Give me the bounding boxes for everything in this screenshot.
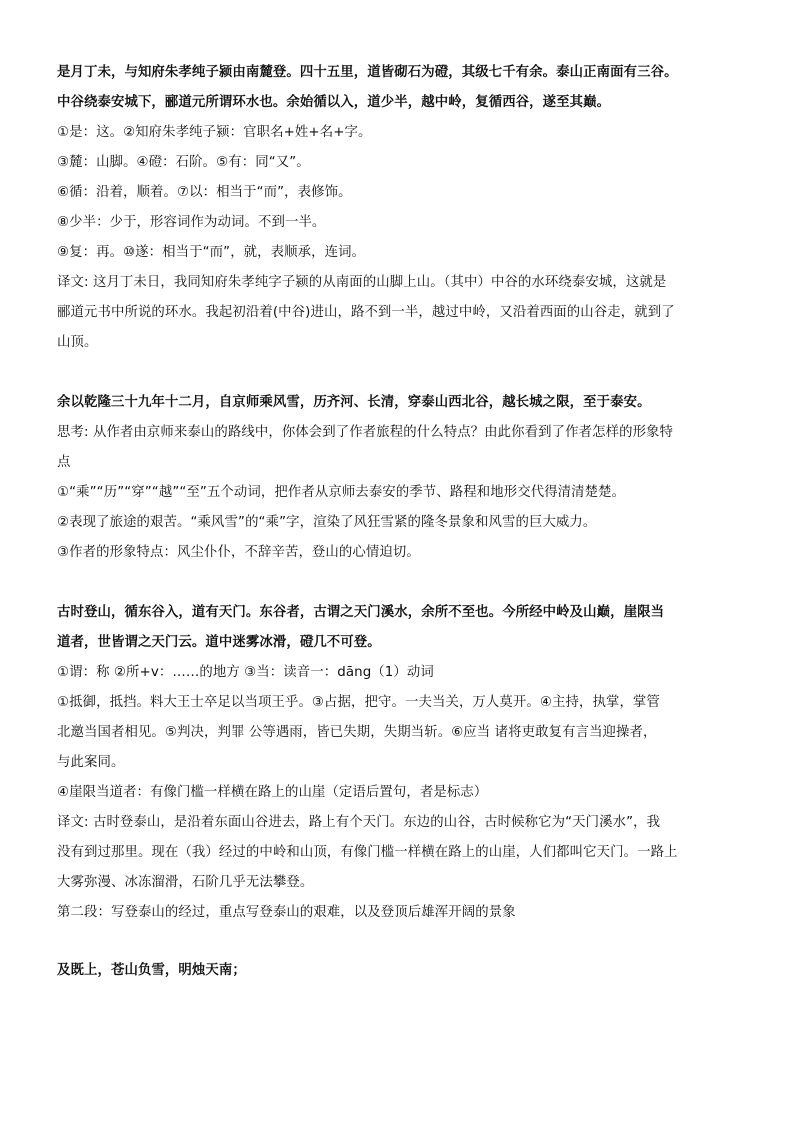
answer-line: ③作者的形象特点：风尘仆仆，不辞辛苦，登山的心情迫切。 — [57, 545, 420, 560]
paragraph-gap — [57, 568, 747, 598]
translation-line: 没有到过那里。现在（我）经过的中岭和山顶，有像门槛一样横在路上的山崖，人们都叫它天门。一路上 — [57, 845, 678, 860]
note-line: ④崖限当道者：有像门槛一样横在路上的山崖（定语后置句，者是标志） — [57, 785, 488, 800]
note-line: ①是：这。②知府朱孝纯子颍：官职名+姓+名+字。 — [57, 125, 372, 140]
section-4 — [57, 956, 747, 986]
document-page — [57, 58, 747, 986]
note-line: ⑨复：再。⑩遂：相当于“而”，就，表顺承，连词。 — [57, 245, 366, 260]
original-text-line: 及既上，苍山负雪，明烛天南； — [57, 963, 246, 978]
note-line: ①谓：称 ②所+v：……的地方 ③当：读音一：dāng（1）动词 — [57, 665, 434, 680]
question-line: 点 — [57, 455, 71, 470]
section-3 — [57, 598, 747, 928]
answer-line: ①“乘”“历”“穿”“越”“至”五个动词，把作者从京师去泰安的季节、路程和地形交代得清清楚楚。 — [57, 485, 626, 500]
note-line: ①抵御，抵挡。料大王士卒足以当项王乎。③占据，把守。一夫当关，万人莫开。④主持，执掌，掌管 — [57, 695, 660, 710]
note-line: 北邀当国者相见。⑤判决，判罪 公等遇雨，皆已失期，失期当斩。⑥应当 诸将吏敢复有言当迎操者， — [57, 725, 657, 740]
original-text-line: 是月丁未，与知府朱孝纯子颍由南麓登。四十五里，道皆砌石为磴，其级七千有余。泰山正南面有三谷。 — [57, 65, 678, 80]
answer-line: ②表现了旅途的艰苦。“乘风雪”的“乘”字，渲染了风狂雪紧的隆冬景象和风雪的巨大威力。 — [57, 515, 597, 530]
translation-line: 郦道元书中所说的环水。我起初沿着(中谷)进山，路不到一半，越过中岭，又沿着西面的山谷走，就到了 — [57, 305, 675, 320]
original-text-line: 余以乾隆三十九年十二月，自京师乘风雪，历齐河、长清，穿泰山西北谷，越长城之限，至于泰安。 — [57, 395, 651, 410]
section-1 — [57, 58, 747, 358]
original-text-line: 古时登山，循东谷入，道有天门。东谷者，古谓之天门溪水，余所不至也。今所经中岭及山巅，崖限当 — [57, 605, 665, 620]
paragraph-gap — [57, 928, 747, 956]
translation-line: 译文: 这月丁未日，我同知府朱孝纯字子颍的从南面的山脚上山。（其中）中谷的水环绕泰安城，这就是 — [57, 275, 667, 290]
note-line: ⑥循：沿着，顺着。⑦以：相当于“而”，表修饰。 — [57, 185, 352, 200]
original-text-line: 中谷绕泰安城下，郦道元所谓环水也。余始循以入，道少半，越中岭，复循西谷，遂至其巅。 — [57, 95, 611, 110]
note-line: ③麓：山脚。④磴：石阶。⑤有：同“又”。 — [57, 155, 310, 170]
translation-line: 大雾弥漫、冰冻溜滑，石阶几乎无法攀登。 — [57, 875, 314, 890]
section-2 — [57, 388, 747, 568]
summary-line: 第二段：写登泰山的经过，重点写登泰山的艰难，以及登顶后雄浑开阔的景象 — [57, 905, 516, 920]
paragraph-gap — [57, 358, 747, 388]
note-line: ⑧少半：少于，形容词作为动词。不到一半。 — [57, 215, 326, 230]
original-text-line: 道者，世皆谓之天门云。道中迷雾冰滑，磴几不可登。 — [57, 635, 381, 650]
translation-line: 山顶。 — [57, 335, 98, 350]
question-line: 思考: 从作者由京师来泰山的路线中，你体会到了作者旅程的什么特点？由此你看到了作者怎样的形象特 — [57, 425, 674, 440]
translation-line: 译文: 古时登泰山，是沿着东面山谷进去，路上有个天门。东边的山谷，古时候称它为“天门溪水”，我 — [57, 815, 661, 830]
note-line: 与此案同。 — [57, 755, 125, 770]
